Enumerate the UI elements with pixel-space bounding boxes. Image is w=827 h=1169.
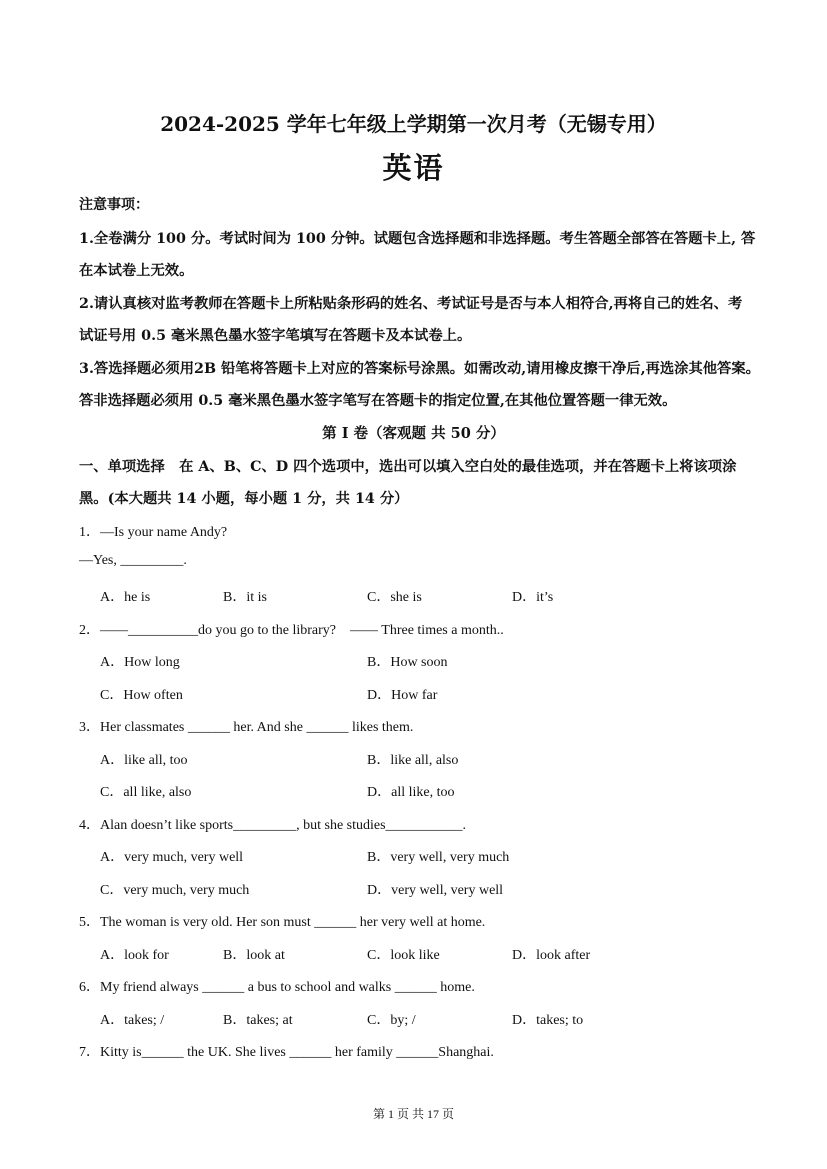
exam-title: 2024-2025 学年七年级上学期第一次月考（无锡专用） xyxy=(160,112,667,136)
option-d: D．How far xyxy=(367,688,438,703)
notice-line: 3.答选择题必须用2B 铅笔将答题卡上对应的答案标号涂黑。如需改动,请用橡皮擦干净后,再选涂其他答案。 xyxy=(79,361,760,377)
option-b: B．How soon xyxy=(367,655,448,670)
option-b: B．very well, very much xyxy=(367,850,510,865)
subject-title: 英语 xyxy=(382,151,445,185)
notice-line: 答非选择题必须用 0.5 毫米黑色墨水签字笔写在答题卡的指定位置,在其他位置答题一律无效。 xyxy=(79,393,677,409)
notice-heading: 注意事项： xyxy=(79,197,149,213)
notice-line: 1.全卷满分 100 分。考试时间为 100 分钟。试题包含选择题和非选择题。考生答题全部答在答题卡上, 答 xyxy=(79,231,756,247)
option-d: D．very well, very well xyxy=(367,883,504,898)
option-a: A．like all, too xyxy=(100,753,188,768)
option-a: A．look for xyxy=(100,948,169,963)
option-b: B．it is xyxy=(223,590,267,605)
notice-line: 在本试卷上无效。 xyxy=(79,263,194,279)
option-b: B．like all, also xyxy=(367,753,459,768)
question-stem: 3．Her classmates ______ her. And she ______ likes them. xyxy=(79,720,414,735)
option-c: C．she is xyxy=(367,590,422,605)
option-a: A．How long xyxy=(100,655,180,670)
question-stem: 2．——__________do you go to the library? —— Three times a month.. xyxy=(79,623,504,638)
option-b: B．look at xyxy=(223,948,285,963)
part-instructions: 黑。(本大题共 14 小题，每小题 1 分，共 14 分） xyxy=(79,491,409,507)
option-d: D．look after xyxy=(512,948,591,963)
option-d: D．it’s xyxy=(512,590,554,605)
question-stem: 1．—Is your name Andy? xyxy=(79,525,228,540)
notice-line: 2.请认真核对监考教师在答题卡上所粘贴条形码的姓名、考试证号是否与本人相符合,再将自己的姓名、考 xyxy=(79,296,743,312)
part-instructions: 一、单项选择 在 A、B、C、D 四个选项中，选出可以填入空白处的最佳选项，并在答题卡上将该项涂 xyxy=(79,459,737,475)
notice-line: 试证号用 0.5 毫米黑色墨水签字笔填写在答题卡及本试卷上。 xyxy=(79,328,472,344)
option-c: C．very much, very much xyxy=(100,883,250,898)
question-stem: 6．My friend always ______ a bus to school and walks ______ home. xyxy=(79,980,475,995)
option-c: C．How often xyxy=(100,688,183,703)
question-stem: 7．Kitty is______ the UK. She lives ______ her family ______Shanghai. xyxy=(79,1045,494,1060)
option-a: A．very much, very well xyxy=(100,850,244,865)
option-c: C．look like xyxy=(367,948,440,963)
question-stem: 5．The woman is very old. Her son must ______ her very well at home. xyxy=(79,915,486,930)
option-a: A．he is xyxy=(100,590,151,605)
option-c: C．by; / xyxy=(367,1013,416,1028)
page-footer: 第 1 页 共 17 页 xyxy=(372,1107,454,1121)
option-d: D．takes; to xyxy=(512,1013,584,1028)
option-d: D．all like, too xyxy=(367,785,455,800)
section-title: 第 I 卷（客观题 共 50 分） xyxy=(322,425,505,442)
question-stem: —Yes, _________. xyxy=(79,553,187,568)
option-c: C．all like, also xyxy=(100,785,192,800)
question-stem: 4．Alan doesn’t like sports_________, but she studies___________. xyxy=(79,818,467,833)
option-a: A．takes; / xyxy=(100,1013,165,1028)
option-b: B．takes; at xyxy=(223,1013,293,1028)
